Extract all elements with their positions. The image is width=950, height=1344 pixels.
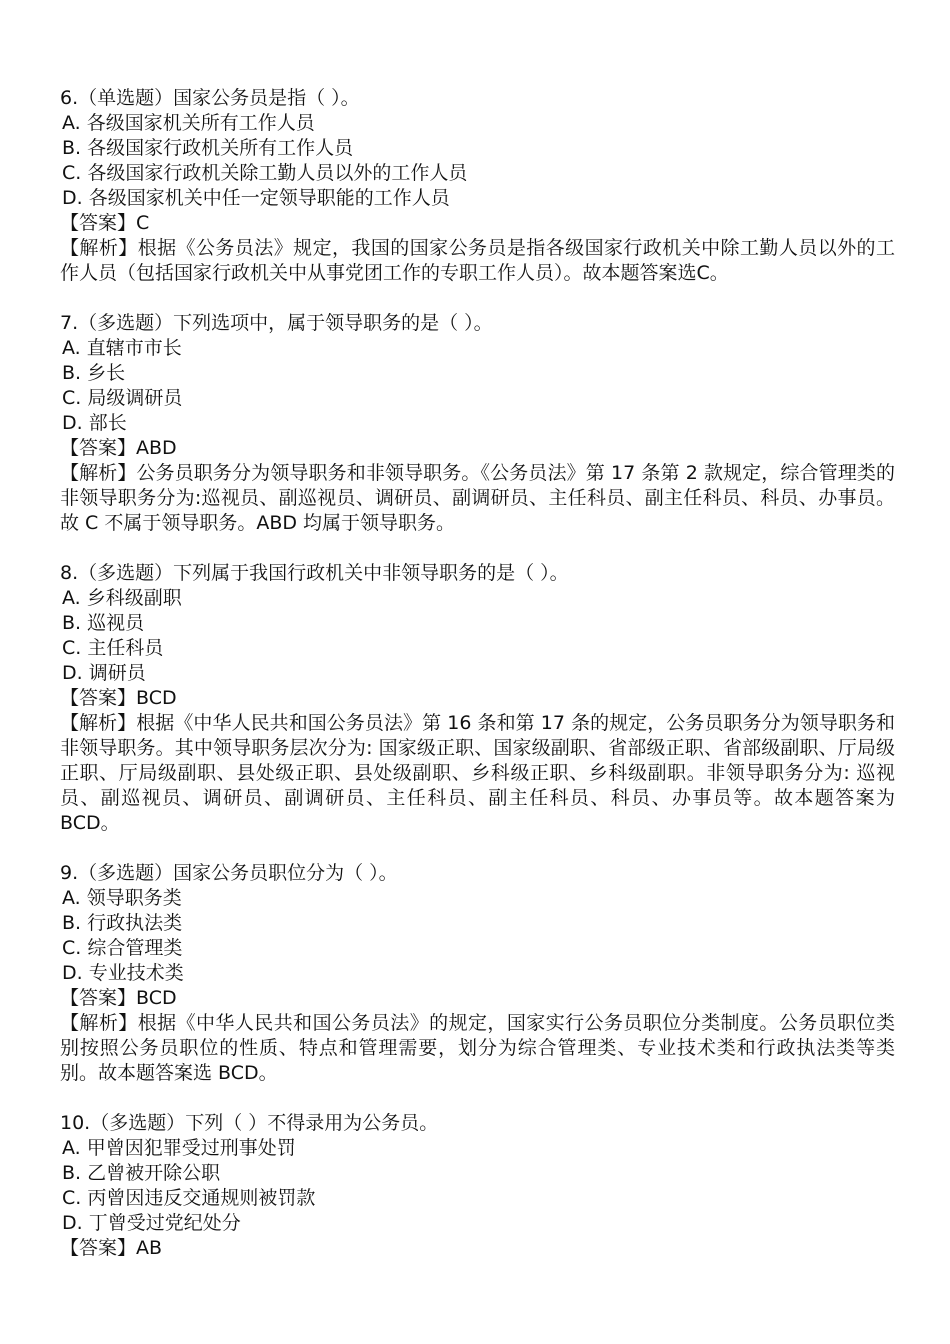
option-d: D. 部长: [62, 412, 127, 434]
option-b: B. 乙曾被开除公职: [62, 1162, 221, 1184]
question-title: 6.（单选题）国家公务员是指（ ）。: [60, 87, 360, 109]
option-d: D. 调研员: [62, 662, 146, 684]
option-b: B. 各级国家行政机关所有工作人员: [62, 137, 354, 159]
answer: 【答案】AB: [60, 1237, 163, 1259]
option-d: D. 各级国家机关中任一定领导职能的工作人员: [62, 187, 450, 209]
option-c: C. 主任科员: [62, 637, 164, 659]
question-8: [60, 561, 895, 836]
analysis: 【解析】根据《中华人民共和国公务员法》的规定，国家实行公务员职位分类制度。公务员职位类别按照公务员职位的性质、特点和管理需要，划分为综合管理类、专业技术类和行政执法类等类别。故本题答案选 BCD。: [60, 1012, 895, 1084]
option-b: B. 乡长: [62, 362, 126, 384]
answer: 【答案】BCD: [60, 987, 177, 1009]
option-b: B. 巡视员: [62, 612, 145, 634]
option-d: D. 丁曾受过党纪处分: [62, 1212, 241, 1234]
option-c: C. 各级国家行政机关除工勤人员以外的工作人员: [62, 162, 468, 184]
option-b: B. 行政执法类: [62, 912, 183, 934]
option-c: C. 丙曾因违反交通规则被罚款: [62, 1187, 316, 1209]
option-d: D. 专业技术类: [62, 962, 184, 984]
question-10: [60, 1111, 895, 1261]
answer: 【答案】ABD: [60, 437, 177, 459]
analysis: 【解析】根据《中华人民共和国公务员法》第 16 条和第 17 条的规定，公务员职务分为领导职务和非领导职务。其中领导职务层次分为: 国家级正职、国家级副职、省部级正职、省部级副职、厅局级正职、厅局级副职、县处级正职、县处级副职、乡科级正职、乡科级副职。非领导职务分为: 巡视员、副巡视员、调研员、副调研员、主任科员、副主任科员、科员、办事员等。故本题答案为 BCD。: [60, 712, 895, 834]
analysis: 【解析】根据《公务员法》规定，我国的国家公务员是指各级国家行政机关中除工勤人员以外的工作人员（包括国家行政机关中从事党团工作的专职工作人员）。故本题答案选C。: [60, 237, 895, 284]
option-a: A. 领导职务类: [62, 887, 182, 909]
option-c: C. 局级调研员: [62, 387, 183, 409]
option-a: A. 甲曾因犯罪受过刑事处罚: [62, 1137, 296, 1159]
option-a: A. 直辖市市长: [62, 337, 182, 359]
question-title: 8.（多选题）下列属于我国行政机关中非领导职务的是（ ）。: [60, 562, 569, 584]
document-page: [60, 86, 895, 1286]
question-7: [60, 311, 895, 536]
question-9: [60, 861, 895, 1086]
question-6: [60, 86, 895, 286]
answer: 【答案】C: [60, 212, 150, 234]
analysis: 【解析】公务员职务分为领导职务和非领导职务。《公务员法》第 17 条第 2 款规定，综合管理类的非领导职务分为:巡视员、副巡视员、调研员、副调研员、主任科员、副主任科员、科员、办事员。故 C 不属于领导职务。ABD 均属于领导职务。: [60, 462, 895, 534]
question-title: 9.（多选题）国家公务员职位分为（ ）。: [60, 862, 398, 884]
option-a: A. 乡科级副职: [62, 587, 182, 609]
question-title: 10.（多选题）下列（ ）不得录用为公务员。: [60, 1112, 439, 1134]
option-c: C. 综合管理类: [62, 937, 183, 959]
option-a: A. 各级国家机关所有工作人员: [62, 112, 315, 134]
answer: 【答案】BCD: [60, 687, 177, 709]
question-title: 7.（多选题）下列选项中，属于领导职务的是（ ）。: [60, 312, 493, 334]
